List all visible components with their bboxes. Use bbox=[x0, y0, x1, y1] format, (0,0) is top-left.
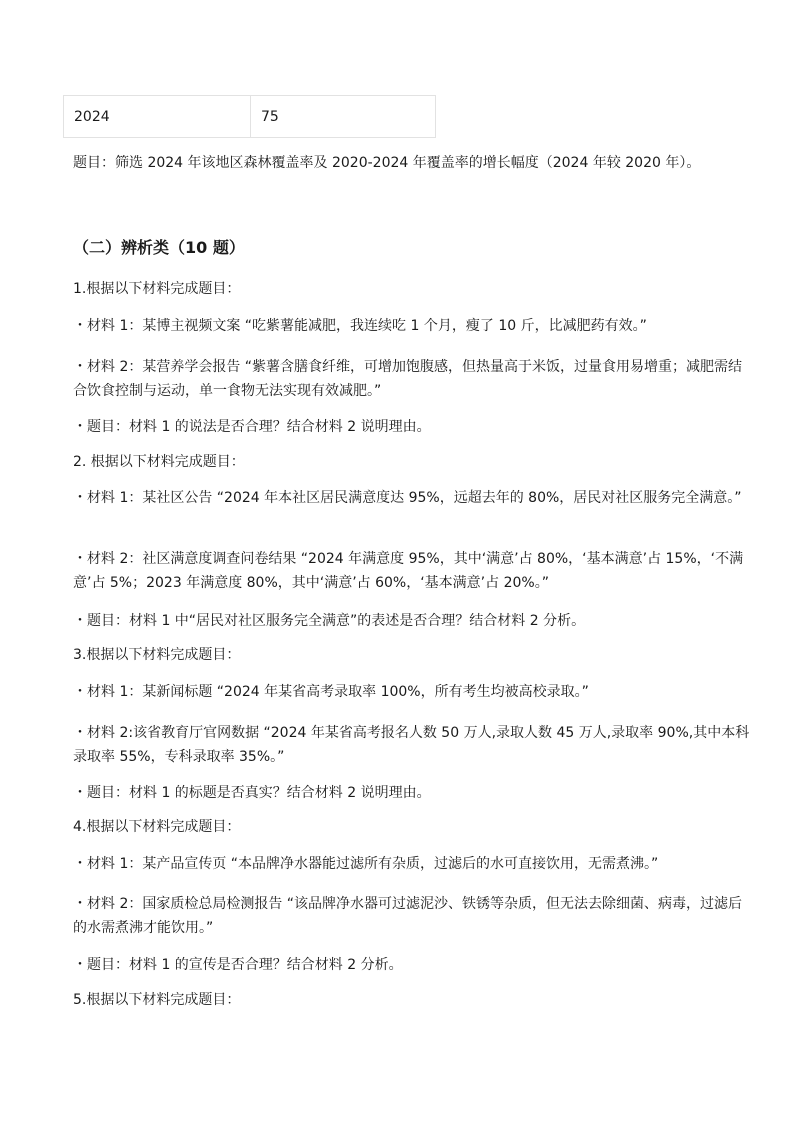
item-intro: 5.根据以下材料完成题目： bbox=[73, 992, 241, 1008]
material-1: ・材料 1：某新闻标题 “2024 年某省高考录取率 100%，所有考生均被高校录取。” bbox=[73, 684, 589, 700]
material-1: ・材料 1：某社区公告 “2024 年本社区居民满意度达 95%，远超去年的 80%，居民对社区服务完全满意。” bbox=[73, 490, 742, 506]
material-2: ・材料 2：社区满意度调查问卷结果 “2024 年满意度 95%，其中‘满意’占 80%，‘基本满意’占 15%，‘不满意’占 5%；2023 年满意度 80%，其中‘满意’占 60%，‘基本满意’占 20%。” bbox=[73, 551, 744, 591]
item-question: ・题目：材料 1 中“居民对社区服务完全满意”的表述是否合理？结合材料 2 分析。 bbox=[73, 613, 586, 629]
item-intro: 3.根据以下材料完成题目： bbox=[73, 647, 241, 663]
question-forest: 题目：筛选 2024 年该地区森林覆盖率及 2020-2024 年覆盖率的增长幅度（2024 年较 2020 年）。 bbox=[73, 155, 701, 171]
material-1: ・材料 1：某产品宣传页 “本品牌净水器能过滤所有杂质，过滤后的水可直接饮用，无需煮沸。” bbox=[73, 856, 659, 872]
material-2: ・材料 2：国家质检总局检测报告 “该品牌净水器可过滤泥沙、铁锈等杂质，但无法去除细菌、病毒，过滤后的水需煮沸才能饮用。” bbox=[73, 896, 743, 936]
table-row bbox=[64, 96, 436, 138]
item-intro: 4.根据以下材料完成题目： bbox=[73, 819, 241, 835]
item-intro: 2. 根据以下材料完成题目： bbox=[73, 454, 245, 470]
section-title: （二）辨析类（10 题） bbox=[73, 238, 245, 257]
data-table bbox=[63, 95, 436, 138]
table-cell-value: 75 bbox=[251, 96, 436, 138]
material-2: ・材料 2:该省教育厅官网数据 “2024 年某省高考报名人数 50 万人,录取人数 45 万人,录取率 90%,其中本科录取率 55%，专科录取率 35%。” bbox=[73, 725, 750, 765]
item-question: ・题目：材料 1 的宣传是否合理？结合材料 2 分析。 bbox=[73, 957, 403, 973]
material-2: ・材料 2：某营养学会报告 “紫薯含膳食纤维，可增加饱腹感，但热量高于米饭，过量食用易增重；减肥需结合饮食控制与运动，单一食物无法实现有效减肥。” bbox=[73, 359, 743, 399]
item-intro: 1.根据以下材料完成题目： bbox=[73, 281, 241, 297]
table-cell-year: 2024 bbox=[64, 96, 251, 138]
item-question: ・题目：材料 1 的说法是否合理？结合材料 2 说明理由。 bbox=[73, 419, 431, 435]
material-1: ・材料 1：某博主视频文案 “吃紫薯能减肥，我连续吃 1 个月，瘦了 10 斤，比减肥药有效。” bbox=[73, 318, 647, 334]
item-question: ・题目：材料 1 的标题是否真实？结合材料 2 说明理由。 bbox=[73, 785, 431, 801]
